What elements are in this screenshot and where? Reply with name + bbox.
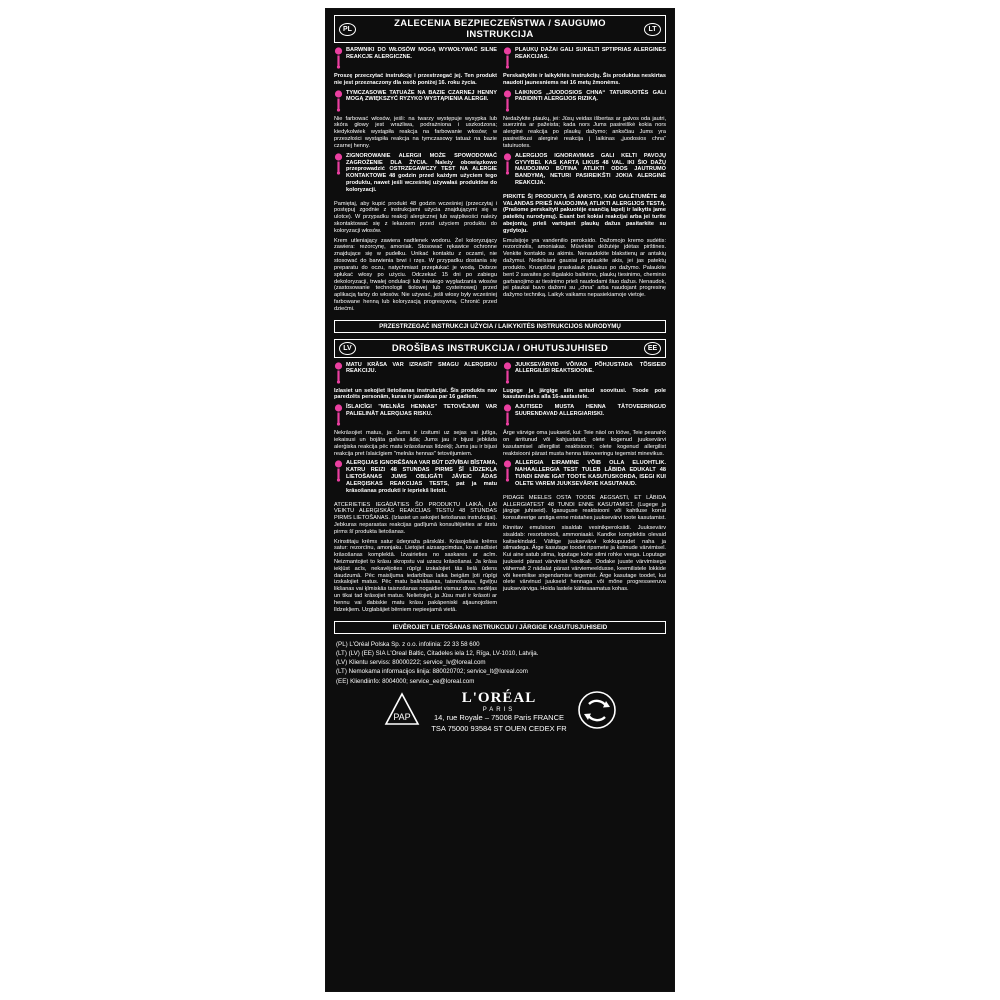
recycle-icon: [577, 690, 617, 735]
warning-text: PLAUKŲ DAŽAI GALI SUKELTI SPTIPRIAS ALERGINES REAKCIJAS.: [515, 47, 666, 60]
warning-text: TYMCZASOWE TATUAŻE NA BAZIE CZARNEJ HENNY MOGĄ ZWIĘKSZYĆ RYZYKO WYSTĄPIENIA ALERGII.: [346, 89, 497, 103]
contact-line: (LT) (LV) (EE) SIA L'Oreal Baltic, Citadeles iela 12, Rīga, LV-1010, Latvija.: [336, 649, 539, 657]
warning-block: [503, 404, 666, 426]
warning-block: [334, 90, 497, 112]
warning-block: [503, 362, 666, 384]
warning-block: [503, 153, 666, 190]
warning-text: MATU KRĀSA VAR IZRAISĪT SMAGU ALERĢISKU REAKCIJU.: [346, 361, 497, 375]
paragraph: Lugege ja järgige siin antud soovitusi. Toode pole kasutamiseks alla 16-aastastele.: [503, 387, 666, 401]
warning-text: ĪSLAICĪGI "MELNĀS HENNAS" TETOVĒJUMI VAR PALIELINĀT ALERĢIJAS RISKU.: [346, 404, 497, 417]
address-line-2: TSA 75000 93584 ST OUEN CEDEX FR: [431, 723, 567, 733]
exclamation-icon: [334, 90, 343, 112]
exclamation-icon: [503, 460, 512, 482]
svg-text:PAP: PAP: [393, 711, 411, 722]
paragraph: ATCERIETIES IEGĀDĀTIES ŠO PRODUKTU LAIKĀ, LAI VEIKTU ALERĢISKĀS REAKCIJAS TESTU 48 STUNDAS PIRMS LIETOŠANAS. (Izlasiet un sekojiet lietošanas instrukcijai). Jebkuras neparastas reakcijas gadījumā konsultējieties ar ārstu pirms šī produkta lietošanas.: [334, 501, 497, 535]
section2-columns: [334, 362, 666, 617]
contact-line: (LV) Klientu serviss: 80000222; service_lv@loreal.com: [336, 659, 486, 667]
section2-column-lv: [334, 362, 497, 617]
section2-column-ee: [503, 362, 666, 617]
brand-block: [431, 690, 566, 735]
product-label: [325, 8, 675, 992]
paragraph: Izlasiet un sekojiet lietošanas instrukcijai. Šis produkts nav paredzēts personām, kuras ir jaunākas par 16 gadiem.: [334, 387, 497, 401]
warning-text: JUUKSEVÄRVID VÕIVAD PÕHJUSTADA TÕSISEID ALLERGILISI REAKTSIOONE.: [515, 361, 666, 375]
warning-text: ALERGIJOS IGNORAVIMAS GALI KELTI PAVOJŲ GYVYBEI. KAS KARTĄ LIKUS 48 VAL. IKI ŠIO DAŽŲ NAUDOJIMO BŪTINA ATLIKTI ODOS JAUTRUMO BANDYMĄ, NETURI PASIREIKŠTI JOKIA ALERGINĖ REAKCIJA.: [515, 152, 666, 186]
section2-title: DROŠĪBAS INSTRUKCIJA / OHUTUSJUHISED: [391, 342, 609, 354]
flag-lt: LT: [644, 23, 661, 36]
warning-text: BARWNIKI DO WŁOSÓW MOGĄ WYWOŁYWAĆ SILNE REAKCJE ALERGICZNE.: [346, 47, 497, 60]
exclamation-icon: [503, 153, 512, 175]
loreal-paris-subtitle: PARIS: [482, 707, 516, 714]
warning-text: AJUTISED MUSTA HENNA TÄTOVEERINGUD SUURENDAVAD ALLERGIARISKI.: [515, 404, 666, 417]
warning-block: [503, 47, 666, 69]
warning-block: [334, 153, 497, 197]
exclamation-icon: [503, 362, 512, 384]
exclamation-icon: [334, 153, 343, 175]
exclamation-icon: [334, 47, 343, 69]
paragraph: Nekrāsojiet matus, ja: Jums ir izsitumi uz sejas vai jutīga, iekaisusi un bojāta galvas āda; Jums jau ir bijusi jebkāda alerģiska reakcija pēc matu krāsošanas līdzekļi; Jums jau ir bijusi reakcija pret īslaicīgiem "melnās hennas" tetovējumiem.: [334, 430, 497, 457]
warning-block: [334, 362, 497, 384]
section2-footer: IEVĒROJIET LIETOŠANAS INSTRUKCIJU / JÄRGIGE KASUTUSJUHISEID: [334, 621, 666, 634]
brand-footer: [334, 690, 666, 735]
exclamation-icon: [334, 404, 343, 426]
flag-lv: LV: [339, 342, 356, 355]
contact-line: (PL) L'Oréal Polska Sp. z o.o. infolinia: 22 33 58 600: [336, 640, 480, 648]
paragraph: Kinnitav emulsioon sisaldab vesinikperoksiidi. Juuksevärv sisaldab: resortsinooli, ammoniaaki. Kandke komplektis olevaid kaitsekindaid. Vältige juuksevärvi kokkupuudet naha ja silmadega. Ärge kasutage toodet ripsmete ja kulmude värvimisel. Kui aine satub silma, loputage kohe silmi rohke veega. Loputage juukseid pärast värvimist hoolikalt. Oodake juuste värvimisega vähemalt 2 nädalat pärast värviemeeldusse, keemilistele lokkide või keemilise sirgendamise tegemist. Ärge kasutage toodet, kui olete värvinud juukseid hennaga või mõne progresseeruva juuksevärviga. Hoida lastele kättesaamatus kohas.: [503, 524, 666, 593]
contact-info: [336, 640, 664, 686]
contact-line: (LT) Nemokama informacijos linija: 880020702; service_lt@loreal.com: [336, 668, 528, 676]
warning-block: [503, 90, 666, 112]
exclamation-icon: [503, 90, 512, 112]
address-line-1: 14, rue Royale – 75008 Paris FRANCE: [433, 713, 565, 723]
paragraph: Krinstitaju krēms satur ūdeņraža pārskābi. Krāsojošais krēms satur: rezorcīnu, amonjaku. Lietojiet aizsargcimdus, ko atradīsiet krāsošanas komplektā. Izvairieties no saskares ar acīm. Neizmantojiet to krāsu skropstu vai uzacu krāsošanai. Ja krāsa iekļūst acīs, nekavējoties rūpīgi izskalojiet tās lielā ūdens daudzumā. Pēc maisījuma iedarbības laika beigām ļoti rūpīgi izskalojiet matus. Pēc matu balināšanas, taisnošanas, ilgviļņu likšanas vai ķīmiskās taisnošanas nogaidiet vismaz divas nedēļas un tikai tad krāsojiet matus. Nelietojiet, ja Jūsu mati ir krāsoti ar hennu vai dabiskie matu krāsu pakāpeniski atjaunojošiem līdzekļiem. Uzglabājiet bērniem nepieejamā vietā.: [334, 538, 497, 613]
section2-header: [334, 339, 666, 358]
warning-block: [334, 404, 497, 426]
section1-title: ZALECENIA BEZPIECZEŃSTWA / SAUGUMO INSTRUKCIJA: [394, 18, 606, 40]
warning-block: [334, 460, 497, 497]
warning-text: ALLERGIA EIRAMINE VÕIB OLLA ELUOHTLIK. NAHAALLERGIA TEST TULEB LÄBIDA EDUKALT 48 TUNDI ENNE IGAT TOOTE KASUTUSKORDA, ISEGI KUI OLETE VAREM JUUKSEVÄRVE KASUTANUD.: [515, 460, 666, 487]
contact-line: (EE) Kliendiinfo: 8004000; service_ee@loreal.com: [336, 677, 475, 685]
exclamation-icon: [503, 404, 512, 426]
paragraph: Nie farbować włosów, jeśli: na twarzy występuje wysypka lub skóra głowy jest wrażliwa, podrażniona i uszkodzona; kiedykolwiek wystąpiła reakcja na farbowanie włosów; w przeszłości wystąpiła reakcja na tymczasowy tatuaż na bazie czarnej henny.: [334, 115, 497, 149]
paragraph: Ärge värvige oma juukseid, kui: Teie näol on lööve, Teie peanahk on ärritunud või kahjustatud; olete kogenud juuksevärvi kasutamisel allergilist reaktsiooni; olete kogenud allergilist reaktsiooni pärast musta henna tätoveeringu tegemist minevikus.: [503, 430, 666, 457]
warning-block: [334, 47, 497, 69]
warning-text: ZIGNOROWANIE ALERGII MOŻE SPOWODOWAĆ ZAGROŻENIE DLA ŻYCIA. Należy obowiązkowo przeprowadzić OSTRZEGAWCZY TEST NA ALERGIE KONTAKTOWE 48 godzin przed każdym użyciem tego produktu, nawet jeśli wcześniej używałaś produktów do koloryzacji.: [346, 152, 497, 193]
section1-footer: PRZESTRZEGAĆ INSTRUKCJI UŻYCIA / LAIKYKITĖS INSTRUKCIJOS NURODYMŲ: [334, 320, 666, 333]
exclamation-icon: [334, 460, 343, 482]
paragraph: Emulsijoje yra vandenilio peroksido. Dažomojo kremo sudėtis: rezorcinolis, amoniakas. Mūvėkite dėžutėje įdėtas pirštines. Venkite kontakto su akimis. Nenaudokite blakstienų ar antakių dažymui. Nedelsiant gausiai praplaukite akis, jei jas patektų produkto. Kruopščiai praskalauk plaukus po dažymo. Palaukite bent 2 savaites po išgalakio balinimo, plaukų tiesinimo, cheminio garbanojimo ar tiesinimo prieš naudodami šiuo dažus. Nenaudok, jei plaukai buvo dažomi su „chna“ arba naudojant progresinę dažymo techniką. Laikyk vaikams nepasiekiamoje vietoje.: [503, 237, 666, 299]
flag-ee: EE: [644, 342, 661, 355]
paragraph: Pamiętaj, aby kupić produkt 48 godzin wcześniej (przeczytaj i postępuj zgodnie z instrukcjami użycia znajdującymi się w ulotce). W przypadku reakcji alergicznej lub wątpliwości należy skontaktować się z lekarzem przed użyciem produktu do koloryzacji włosów.: [334, 200, 497, 234]
section1-column-pl: [334, 47, 497, 316]
warning-block: [503, 460, 666, 490]
paragraph: Proszę przeczytać instrukcję i przestrzegać jej. Ten produkt nie jest przeznaczony dla osób poniżej 16. roku życia.: [334, 73, 497, 86]
paragraph: PIDAGE MEELES OSTA TOODE AEGSASTI, ET LÄBIDA ALLERGIATEST 48 TUNDI ENNE KASUTAMIST. (Lugege ja järgige juhiseid). Igasuguse reaktsiooni või kahtluse korral konsulteerige arstiga enne mistahes juuksevärvi toote kasutamist.: [503, 494, 666, 522]
section1-columns: [334, 47, 666, 316]
exclamation-icon: [334, 362, 343, 384]
paragraph: Nedažykite plaukų, jei: Jūsų veidas išbertas ar galvos oda jautri, suerzinta ar pažeista; kada nors Jums pasireiškė kokia nors alerginė reakcija po plaukų dažymo; anksčiau Jums yra pasireiškusi alerginė reakcija į laikinas „juodosios chna“ tatuiruotes.: [503, 115, 666, 149]
exclamation-icon: [503, 47, 512, 69]
warning-text: LAIKINOS „JUODOSIOS CHNA“ TATUIRUOTĖS GALI PADIDINTI ALERGIJOS RIZIKĄ.: [515, 89, 666, 103]
section1-column-lt: [503, 47, 666, 316]
paragraph: PIRKITE ŠĮ PRODUKTĄ IŠ ANKSTO, KAD GALĖTUMĖTE 48 VALANDAS PRIEŠ NAUDOJIMĄ ATLIKTI ALERGIJOS TESTĄ. (Prašome perskaityti pakuotėje esančią lapelį ir laikytis jame pateiktų nurodymų). Esant bet kokiai reakcijai arba jei turite abejonių, prieš vartojant plaukų dažus pasitarkite su gydytoju.: [503, 193, 666, 234]
warning-text: ALERĢIJAS IGNORĒŠANA VAR BŪT DZĪVĪBAI BĪSTAMA, KATRU REIZI 48 STUNDAS PIRMS ŠĪ LĪDZEKĻA LIETOŠANAS JUMS OBLIGĀTI JĀVEIC ĀDAS ALERĢISKAS REAKCIJAS TESTS, pat ja matu krāsošanas produkti ir iepriekš lietoti.: [346, 460, 497, 494]
paragraph: Krem utleniający zawiera nadtlenek wodoru. Żel koloryzujący zawiera: rezorcynę, amoniak. Stosować rękawice ochronne znajdujące się w pudełku. Unikać kontaktu z oczami, nie stosować do barwienia brwi i rzęs. W przypadku dostania się preparatu do oczu, natychmiast przepłukać je wodą. Dobrze spłukać włosy po użyciu. Odczekać 15 dni po zabiegu dekoloryzacji, trwałej ondulacji lub trwałego wygładzania włosów (zastosowanie technologii tiolowej lub cysteinowej) przed aplikacją farby do włosów. Nie używać, jeśli włosy były wcześniej farbowane henną lub koloryzacją progresywną. Chronić przed dziećmi.: [334, 237, 497, 312]
section1-header: [334, 15, 666, 43]
loreal-logo: L'ORÉAL: [461, 690, 537, 707]
paragraph: Perskaitykite ir laikykitės instrukcijų. Šis produktas neskirtas naudoti jaunesniems nei 16 metų žmonėms.: [503, 73, 666, 86]
flag-pl: PL: [339, 23, 356, 36]
pap-symbol: [383, 690, 421, 735]
